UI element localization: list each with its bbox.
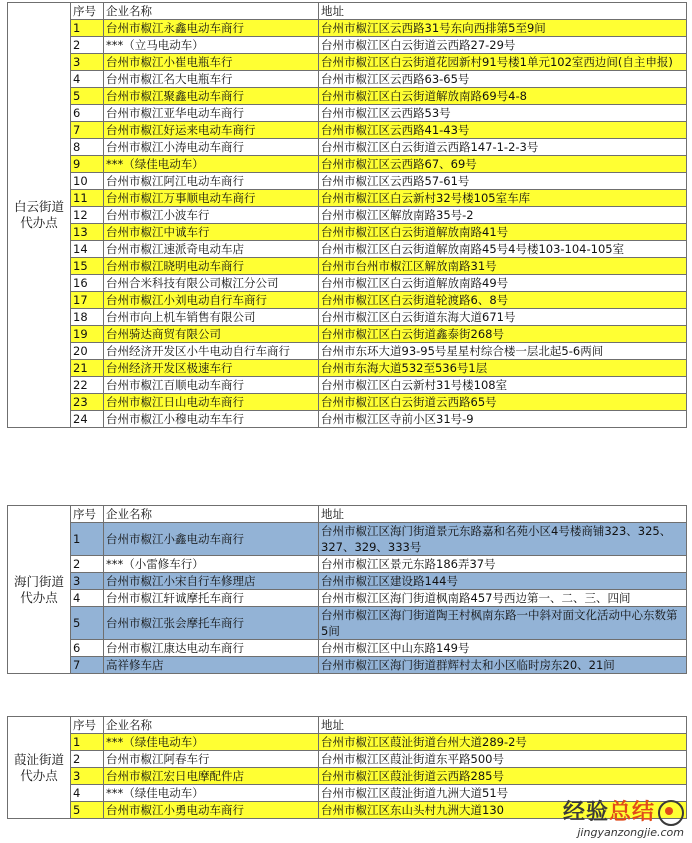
row-number: 10: [71, 173, 104, 190]
company-address: 台州市椒江区白云街道解放南路69号4-8: [319, 88, 687, 105]
table-row: [8, 173, 687, 190]
table-row: [8, 37, 687, 54]
column-header-address: 地址: [319, 717, 687, 734]
company-address: 台州市椒江区云西路53号: [319, 105, 687, 122]
table-row: [8, 657, 687, 674]
district-label: 葭沚街道代办点: [8, 717, 71, 819]
company-address: 台州市椒江区白云新村31号楼108室: [319, 377, 687, 394]
baiyun-section-table: [7, 2, 687, 428]
company-address: 台州市椒江区白云街道花园新村91号楼1单元102室西边间(自主申报): [319, 54, 687, 71]
table-row: [8, 54, 687, 71]
company-name: 台州市向上机车销售有限公司: [104, 309, 319, 326]
row-number: 2: [71, 37, 104, 54]
column-header-name: 企业名称: [104, 506, 319, 523]
jiazhi-section-table: [7, 716, 687, 819]
header-row: [8, 506, 687, 523]
row-number: 5: [71, 607, 104, 640]
company-address: 台州市台州市椒江区解放南路31号: [319, 258, 687, 275]
company-name: 台州市椒江永鑫电动车商行: [104, 20, 319, 37]
company-name: 台州市椒江晓明电动车商行: [104, 258, 319, 275]
company-address: 台州市东环大道93-95号星星村综合楼一层北起5-6两间: [319, 343, 687, 360]
row-number: 22: [71, 377, 104, 394]
company-name: 台州市椒江康达电动车商行: [104, 640, 319, 657]
company-address: 台州市椒江区白云街道鑫泰街268号: [319, 326, 687, 343]
row-number: 16: [71, 275, 104, 292]
table-row: [8, 523, 687, 556]
company-address: 台州市椒江区白云新村32号楼105室车库: [319, 190, 687, 207]
table-row: [8, 309, 687, 326]
row-number: 4: [71, 785, 104, 802]
table-row: [8, 326, 687, 343]
table-row: [8, 275, 687, 292]
company-address: 台州市椒江区寺前小区31号-9: [319, 411, 687, 428]
company-name: 台州市椒江小鑫电动车商行: [104, 523, 319, 556]
company-address: 台州市椒江区白云街道解放南路49号: [319, 275, 687, 292]
header-row: [8, 3, 687, 20]
row-number: 7: [71, 657, 104, 674]
row-number: 7: [71, 122, 104, 139]
row-number: 2: [71, 751, 104, 768]
company-name: 台州骑达商贸有限公司: [104, 326, 319, 343]
row-number: 12: [71, 207, 104, 224]
company-address: 台州市椒江区中山东路149号: [319, 640, 687, 657]
table-row: [8, 190, 687, 207]
company-address: 台州市椒江区海门街道陶王村枫南东路一中斜对面文化活动中心东数第5间: [319, 607, 687, 640]
row-number: 3: [71, 54, 104, 71]
company-name: 台州市椒江阿江电动车商行: [104, 173, 319, 190]
column-header-no: 序号: [71, 3, 104, 20]
table-row: [8, 20, 687, 37]
row-number: 19: [71, 326, 104, 343]
company-name: 台州经济开发区极速车行: [104, 360, 319, 377]
company-address: 台州市椒江区海门街道景元东路嘉和名苑小区4号楼商铺323、325、327、329、333号: [319, 523, 687, 556]
row-number: 6: [71, 640, 104, 657]
company-address: 台州市椒江区白云街道解放南路41号: [319, 224, 687, 241]
row-number: 4: [71, 590, 104, 607]
table-row: [8, 156, 687, 173]
company-name: 台州市椒江百顺电动车商行: [104, 377, 319, 394]
company-name: 台州市椒江张会摩托车商行: [104, 607, 319, 640]
company-name: 台州市椒江日山电动车商行: [104, 394, 319, 411]
company-name: ***（小雷修车行）: [104, 556, 319, 573]
table-row: [8, 258, 687, 275]
column-header-no: 序号: [71, 506, 104, 523]
row-number: 13: [71, 224, 104, 241]
table-row: [8, 224, 687, 241]
table-row: [8, 802, 687, 819]
column-header-address: 地址: [319, 3, 687, 20]
company-address: 台州市椒江区建设路144号: [319, 573, 687, 590]
company-name: 台州市椒江小涛电动车商行: [104, 139, 319, 156]
company-name: 台州市椒江小勇电动车商行: [104, 802, 319, 819]
row-number: 2: [71, 556, 104, 573]
company-name: 台州市椒江小穆电动车车行: [104, 411, 319, 428]
column-header-name: 企业名称: [104, 3, 319, 20]
table-row: [8, 71, 687, 88]
company-address: 台州市椒江区云西路41-43号: [319, 122, 687, 139]
row-number: 23: [71, 394, 104, 411]
company-name: 台州市椒江小波车行: [104, 207, 319, 224]
company-address: 台州市椒江区云西路67、69号: [319, 156, 687, 173]
company-address: 台州市椒江区海门街道群辉村太和小区临时房东20、21间: [319, 657, 687, 674]
company-name: 台州市椒江中诚车行: [104, 224, 319, 241]
row-number: 20: [71, 343, 104, 360]
company-address: 台州市椒江区葭沚街道九洲大道51号: [319, 785, 687, 802]
row-number: 4: [71, 71, 104, 88]
row-number: 3: [71, 573, 104, 590]
company-address: 台州市椒江区景元东路186弄37号: [319, 556, 687, 573]
company-address: 台州市椒江区海门街道枫南路457号西边第一、二、三、四间: [319, 590, 687, 607]
row-number: 1: [71, 734, 104, 751]
table-row: [8, 768, 687, 785]
company-name: 台州市椒江阿春车行: [104, 751, 319, 768]
watermark-brand: 经验总结: [563, 795, 684, 826]
table-row: [8, 590, 687, 607]
table-row: [8, 207, 687, 224]
company-address: 台州市椒江区白云街道轮渡路6、8号: [319, 292, 687, 309]
table-row: [8, 607, 687, 640]
table-row: [8, 122, 687, 139]
column-header-no: 序号: [71, 717, 104, 734]
column-header-address: 地址: [319, 506, 687, 523]
table-row: [8, 556, 687, 573]
table-row: [8, 751, 687, 768]
company-address: 台州市椒江区解放南路35号-2: [319, 207, 687, 224]
company-name: 台州市椒江小刘电动自行车商行: [104, 292, 319, 309]
row-number: 15: [71, 258, 104, 275]
company-address: 台州市椒江区葭沚街道东平路500号: [319, 751, 687, 768]
company-name: 台州市椒江万事顺电动车商行: [104, 190, 319, 207]
table-row: [8, 377, 687, 394]
district-label: 海门街道代办点: [8, 506, 71, 674]
table-row: [8, 343, 687, 360]
table-row: [8, 394, 687, 411]
table-row: [8, 411, 687, 428]
watermark-url: jingyanzongjie.com: [577, 826, 684, 839]
company-name: 台州市椒江亚华电动车商行: [104, 105, 319, 122]
company-name: 台州市椒江轩诚摩托车商行: [104, 590, 319, 607]
table-row: [8, 360, 687, 377]
row-number: 9: [71, 156, 104, 173]
row-number: 1: [71, 20, 104, 37]
company-name: ***（立马电动车）: [104, 37, 319, 54]
company-address: 台州市椒江区东山头村九洲大道130: [319, 802, 687, 819]
haimen-section-table: [7, 505, 687, 674]
company-address: 台州市东海大道532至536号1层: [319, 360, 687, 377]
table-row: [8, 105, 687, 122]
company-address: 台州市椒江区葭沚街道云西路285号: [319, 768, 687, 785]
company-name: 高祥修车店: [104, 657, 319, 674]
company-name: 台州经济开发区小牛电动自行车商行: [104, 343, 319, 360]
table-row: [8, 573, 687, 590]
company-address: 台州市椒江区葭沚街道台州大道289-2号: [319, 734, 687, 751]
row-number: 14: [71, 241, 104, 258]
row-number: 5: [71, 802, 104, 819]
company-name: 台州市椒江好运来电动车商行: [104, 122, 319, 139]
table-row: [8, 139, 687, 156]
company-name: ***（绿佳电动车）: [104, 785, 319, 802]
row-number: 11: [71, 190, 104, 207]
company-name: ***（绿佳电动车）: [104, 734, 319, 751]
company-address: 台州市椒江区云西路31号东向西排第5至9间: [319, 20, 687, 37]
row-number: 5: [71, 88, 104, 105]
company-name: 台州市椒江宏日电摩配件店: [104, 768, 319, 785]
company-address: 台州市椒江区白云街道云西路27-29号: [319, 37, 687, 54]
company-name: 台州合米科技有限公司椒江分公司: [104, 275, 319, 292]
row-number: 3: [71, 768, 104, 785]
company-address: 台州市椒江区云西路57-61号: [319, 173, 687, 190]
row-number: 21: [71, 360, 104, 377]
company-name: 台州市椒江聚鑫电动车商行: [104, 88, 319, 105]
header-row: [8, 717, 687, 734]
company-address: 台州市椒江区白云街道解放南路45号4号楼103-104-105室: [319, 241, 687, 258]
district-label: 白云街道代办点: [8, 3, 71, 428]
table-row: [8, 640, 687, 657]
company-name: 台州市椒江小宋自行车修理店: [104, 573, 319, 590]
row-number: 8: [71, 139, 104, 156]
table-row: [8, 88, 687, 105]
company-address: 台州市椒江区白云街道云西路147-1-2-3号: [319, 139, 687, 156]
company-name: 台州市椒江名大电瓶车行: [104, 71, 319, 88]
table-row: [8, 785, 687, 802]
company-address: 台州市椒江区云西路63-65号: [319, 71, 687, 88]
company-name: 台州市椒江速派奇电动车店: [104, 241, 319, 258]
company-address: 台州市椒江区白云街道云西路65号: [319, 394, 687, 411]
table-row: [8, 292, 687, 309]
row-number: 18: [71, 309, 104, 326]
company-name: ***（绿佳电动车）: [104, 156, 319, 173]
column-header-name: 企业名称: [104, 717, 319, 734]
row-number: 17: [71, 292, 104, 309]
table-row: [8, 241, 687, 258]
company-name: 台州市椒江小崔电瓶车行: [104, 54, 319, 71]
row-number: 6: [71, 105, 104, 122]
company-address: 台州市椒江区白云街道东海大道671号: [319, 309, 687, 326]
row-number: 24: [71, 411, 104, 428]
table-row: [8, 734, 687, 751]
row-number: 1: [71, 523, 104, 556]
